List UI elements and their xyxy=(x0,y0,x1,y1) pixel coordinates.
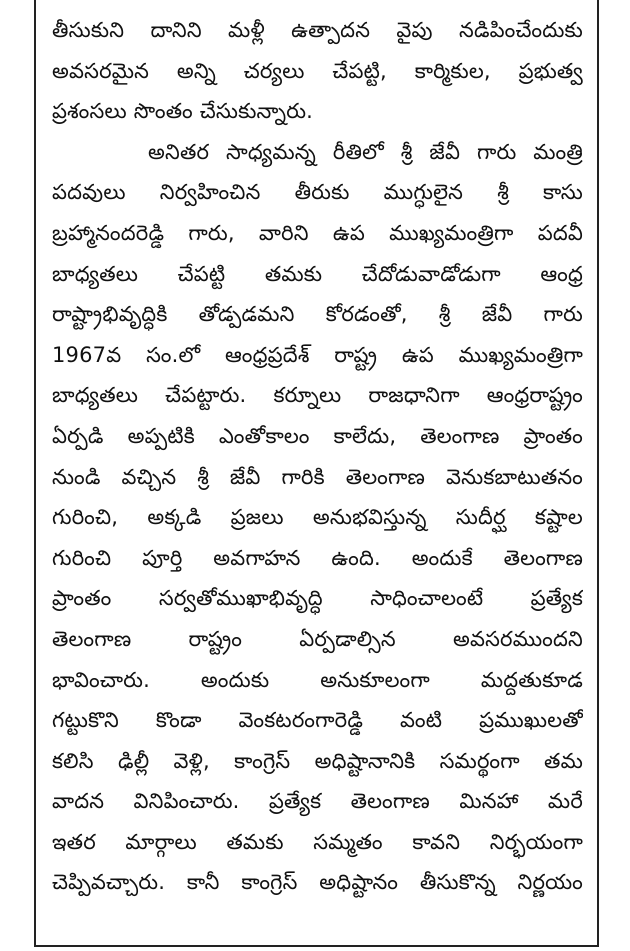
text-line: భావించారు. అందుకు అనుకూలంగా మద్దతుకూడ xyxy=(52,667,583,692)
text-line: పదవులు నిర్వహించిన తీరుకు ముగ్ధులైన శ్రీ కాసు xyxy=(52,180,583,205)
text-line: తెలంగాణ రాష్ట్రం ఏర్పడాల్సిన అవసరముందని xyxy=(52,626,583,651)
text-line: గట్టుకొని కొండా వెంకటరంగారెడ్డి వంటి ప్రముఖులతో xyxy=(52,708,583,733)
text-line: ఇతర మార్గాలు తమకు సమ్మతం కావని నిర్భయంగా xyxy=(52,829,583,854)
text-line: ప్రాంతం సర్వతోముఖాభివృద్ధి సాధించాలంటే ప్రత్యేక xyxy=(52,586,583,611)
body-text xyxy=(52,10,583,903)
text-line: ప్రశంసలు సొంతం చేసుకున్నారు. xyxy=(52,99,314,124)
text-line: అనితర సాధ్యమన్న రీతిలో శ్రీ జేవీ గారు మంత్రి xyxy=(148,139,583,164)
text-line: చెప్పివచ్చారు. కానీ కాంగ్రెస్ అధిష్టానం తీసుకొన్న నిర్ణయం xyxy=(52,870,583,895)
text-line: గురించి పూర్తి అవగాహన ఉంది. అందుకే తెలంగాణ xyxy=(52,545,583,570)
text-line: కలిసి ఢిల్లీ వెళ్లి, కాంగ్రెస్ అధిష్టానానికి సమర్థంగా తమ xyxy=(52,748,583,773)
text-line: ఏర్పడి అప్పటికి ఎంతోకాలం కాలేదు, తెలంగాణ ప్రాంతం xyxy=(52,423,583,448)
text-line: వాదన వినిపించారు. ప్రత్యేక తెలంగాణ మినహా మరే xyxy=(52,789,583,814)
text-line: బాధ్యతలు చేపట్టారు. కర్నూలు రాజధానిగా ఆంధ్రరాష్ట్రం xyxy=(52,383,583,408)
text-line: అవసరమైన అన్ని చర్యలు చేపట్టి, కార్మికుల, ప్రభుత్వ xyxy=(52,58,583,83)
text-line: బ్రహ్మానందరెడ్డి గారు, వారిని ఉప ముఖ్యమంత్రిగా పదవీ xyxy=(52,220,583,245)
text-line: 1967వ సం.లో ఆంధ్రప్రదేశ్ రాష్ట్ర ఉప ముఖ్యమంత్రిగా xyxy=(52,342,583,367)
text-line: బాధ్యతలు చేపట్టి తమకు చేదోడువాడోడుగా ఆంధ్ర xyxy=(52,261,583,286)
text-line: రాష్ట్రాభివృద్ధికి తోడ్పడమని కోరడంతో, శ్రీ జేవీ గారు xyxy=(52,302,583,327)
page-frame xyxy=(34,0,599,947)
text-line: తీసుకుని దానిని మళ్లీ ఉత్పాదన వైపు నడిపించేందుకు xyxy=(52,18,583,42)
text-line: గురించి, అక్కడి ప్రజలు అనుభవిస్తున్న సుదీర్ఘ కష్టాల xyxy=(52,505,583,530)
text-line: నుండి వచ్చిన శ్రీ జేవీ గారికి తెలంగాణ వెనుకబాటుతనం xyxy=(52,464,583,489)
